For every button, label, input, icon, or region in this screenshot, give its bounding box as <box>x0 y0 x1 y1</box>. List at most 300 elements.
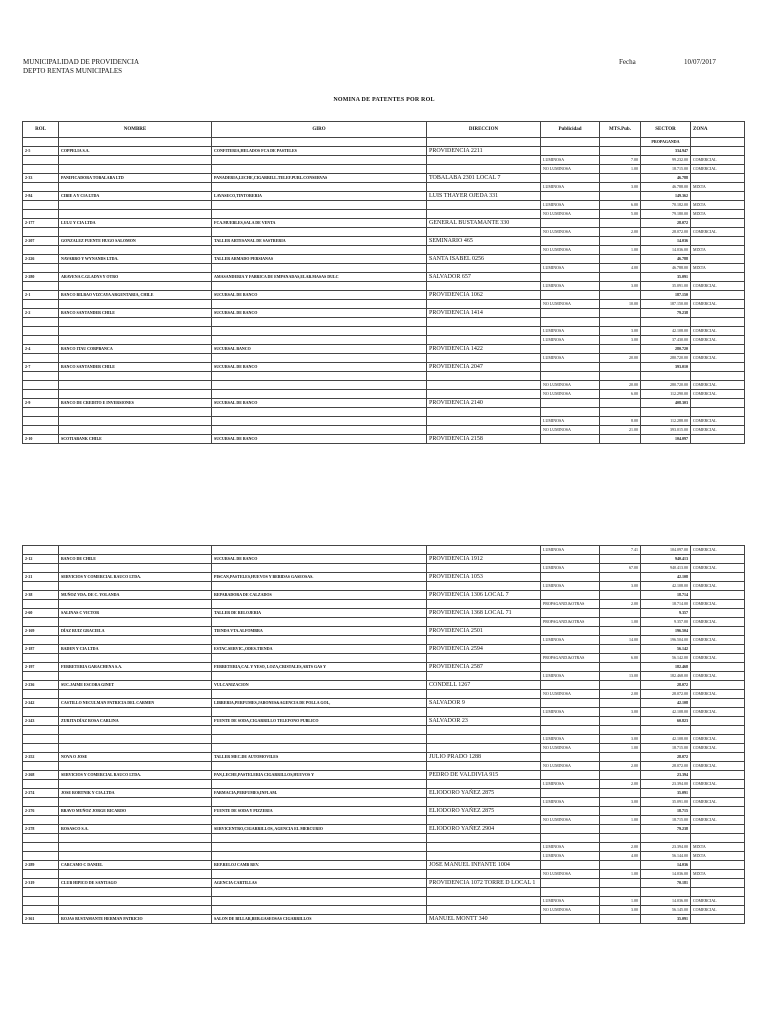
zona-cell: COMERCIAL <box>691 426 745 435</box>
mts-cell: 4.00 <box>600 264 641 273</box>
valor-cell: 46.788.00 <box>641 183 691 192</box>
mts-cell: 3.00 <box>600 735 641 744</box>
col-propaganda-header: PROPAGANDA <box>641 138 691 147</box>
zona-cell: COMERCIAL <box>691 897 745 906</box>
publicidad-cell: NO LUMINOSA <box>541 300 600 309</box>
publicidad-cell: LUMINOSA <box>541 582 600 591</box>
mts-cell: 67.00 <box>600 564 641 573</box>
publicidad-cell: NO LUMINOSA <box>541 246 600 255</box>
mts-cell: 3.00 <box>600 282 641 291</box>
valor-cell: 35.091.00 <box>641 282 691 291</box>
rol-cell: 2-278 <box>23 825 59 834</box>
giro-cell: SUCURSAL DE BANCO <box>212 291 427 300</box>
direccion-cell: PROVIDENCIA 1072 TORRE D LOCAL 1 <box>427 879 541 888</box>
nombre-cell: GONZALEZ FUENTE HUGO SALOMON <box>59 237 212 246</box>
publicidad-cell: LUMINOSA <box>541 336 600 345</box>
blank-row <box>23 834 745 843</box>
giro-cell: FUENTE DE SODA,CIGARRILLO TELEFONO PUBLICO <box>212 717 427 726</box>
rol-cell: 2-276 <box>23 807 59 816</box>
zona-cell: MIXTA <box>691 246 745 255</box>
zona-cell: COMERCIAL <box>691 636 745 645</box>
patente-row <box>23 255 745 264</box>
rol-cell: 2-21 <box>23 573 59 582</box>
org-name: MUNICIPALIDAD DE PROVIDENCIA <box>23 58 140 66</box>
giro-cell: LIBRERIA,PERFUMES,JABONES&AGENCIA DE POLLA GOL, <box>212 699 427 708</box>
nombre-cell: PANIFICADORA TOBALABA LTD <box>59 174 212 183</box>
publicidad-row <box>23 246 745 255</box>
direccion-cell: LUIS THAYER OJEDA 331 <box>427 192 541 201</box>
publicidad-cell: PROPAGAND.&OTRAS <box>541 618 600 627</box>
mts-cell: 3.00 <box>600 327 641 336</box>
blank-row <box>23 372 745 381</box>
publicidad-row <box>23 582 745 591</box>
publicidad-cell: NO LUMINOSA <box>541 228 600 237</box>
total-cell: 196.504 <box>641 627 691 636</box>
nombre-cell: ROSASCO S.A. <box>59 825 212 834</box>
col-rol-header: ROL <box>23 122 59 138</box>
rol-cell: 2-7 <box>23 363 59 372</box>
col-direccion-header: DIRECCION <box>427 122 541 138</box>
rol-cell: 2-242 <box>23 699 59 708</box>
valor-cell: 46.788.00 <box>641 264 691 273</box>
publicidad-row <box>23 735 745 744</box>
mts-cell: 3.00 <box>600 708 641 717</box>
valor-cell: 112.288.00 <box>641 417 691 426</box>
giro-cell: FARMACIA,PERFUMES,INFLAM. <box>212 789 427 798</box>
nombre-cell: ZURITA DÍAZ ROSA CARLINA <box>59 717 212 726</box>
total-cell: 35.091 <box>641 915 691 924</box>
zona-cell: MIXTA <box>691 852 745 861</box>
publicidad-cell: LUMINOSA <box>541 735 600 744</box>
giro-cell: SUCURSAL DE BANCO <box>212 435 427 444</box>
total-cell: 104.097 <box>641 435 691 444</box>
patente-row <box>23 147 745 156</box>
zona-cell: COMERCIAL <box>691 327 745 336</box>
patente-row <box>23 291 745 300</box>
direccion-cell: PROVIDENCIA 2140 <box>427 399 541 408</box>
rol-cell: 2-207 <box>23 237 59 246</box>
publicidad-cell: LUMINOSA <box>541 897 600 906</box>
mts-cell: 3.00 <box>600 906 641 915</box>
mts-cell: 2.00 <box>600 780 641 789</box>
giro-cell: FERRETERIA,CAL Y YESO, LOZA,CRISTALES,ARTS GAS Y <box>212 663 427 672</box>
fecha-value: 10/07/2017 <box>684 58 716 66</box>
patente-row <box>23 273 745 282</box>
giro-cell: SALON DE BILLAR,BEB.GASEOSAS CIGARRILLOS <box>212 915 427 924</box>
org-department: DEPTO RENTAS MUNICIPALES <box>23 67 123 75</box>
col-publicidad-header: Publicidad <box>541 122 600 138</box>
publicidad-cell: PROPAGAND.&OTRAS <box>541 600 600 609</box>
patente-row <box>23 771 745 780</box>
zona-cell: COMERCIAL <box>691 762 745 771</box>
zona-cell: COMERCIAL <box>691 654 745 663</box>
patente-row <box>23 663 745 672</box>
zona-cell: COMERCIAL <box>691 390 745 399</box>
valor-cell: 28.072.00 <box>641 690 691 699</box>
zona-cell: COMERCIAL <box>691 798 745 807</box>
giro-cell: FCA.MUEBLES,SALA DE VENTA <box>212 219 427 228</box>
mts-cell: 21.00 <box>600 426 641 435</box>
publicidad-cell: NO LUMINOSA <box>541 816 600 825</box>
zona-cell: COMERCIAL <box>691 282 745 291</box>
patente-row <box>23 192 745 201</box>
nombre-cell: MUÑOZ VDA. DE C. YOLANDA <box>59 591 212 600</box>
nombre-cell: BANCO SANTANDER CHILE <box>59 309 212 318</box>
mts-cell: 4.00 <box>600 852 641 861</box>
nombre-cell: BANCO ITAU CORPBANCA <box>59 345 212 354</box>
rol-cell: 2-38 <box>23 591 59 600</box>
zona-cell: COMERCIAL <box>691 618 745 627</box>
zona-cell: COMERCIAL <box>691 300 745 309</box>
publicidad-cell: LUMINOSA <box>541 282 600 291</box>
publicidad-row <box>23 870 745 879</box>
total-cell: 28.072 <box>641 219 691 228</box>
total-cell: 280.720 <box>641 345 691 354</box>
publicidad-cell: LUMINOSA <box>541 636 600 645</box>
mts-cell: 1.00 <box>600 816 641 825</box>
nombre-cell: BANCO BILBAO VIZCAYA ARGENTARIA, CHILE <box>59 291 212 300</box>
nombre-cell: FERRETERIA GARACHENA S.A. <box>59 663 212 672</box>
giro-cell: CONFITERIA,HELADOS FCA DE PASTELES <box>212 147 427 156</box>
patentes-table-page-1 <box>22 121 745 444</box>
direccion-cell: PROVIDENCIA 1912 <box>427 555 541 564</box>
total-cell: 940.413 <box>641 555 691 564</box>
blank-row <box>23 888 745 897</box>
mts-cell: 13.00 <box>600 672 641 681</box>
zona-cell: COMERCIAL <box>691 744 745 753</box>
publicidad-row <box>23 897 745 906</box>
zona-cell: MIXTA <box>691 264 745 273</box>
zona-cell: COMERCIAL <box>691 708 745 717</box>
direccion-cell: PROVIDENCIA 1368 LOCAL 71 <box>427 609 541 618</box>
direccion-cell: CONDELL 1267 <box>427 681 541 690</box>
zona-cell: MIXTA <box>691 201 745 210</box>
zona-cell: COMERCIAL <box>691 417 745 426</box>
zona-cell: COMERCIAL <box>691 582 745 591</box>
publicidad-row <box>23 618 745 627</box>
total-cell: 79.238 <box>641 825 691 834</box>
valor-cell: 42.108.00 <box>641 735 691 744</box>
publicidad-row <box>23 336 745 345</box>
direccion-cell: PROVIDENCIA 2158 <box>427 435 541 444</box>
rol-cell: 2-226 <box>23 255 59 264</box>
direccion-cell: PEDRO DE VALDIVIA 915 <box>427 771 541 780</box>
nombre-cell: ROJAS BUSTAMANTE HERMAN PATRICIO <box>59 915 212 924</box>
direccion-cell: PROVIDENCIA 1306 LOCAL 7 <box>427 591 541 600</box>
publicidad-row <box>23 390 745 399</box>
zona-cell: COMERCIAL <box>691 228 745 237</box>
zona-cell: COMERCIAL <box>691 165 745 174</box>
nombre-cell: CLUB HIPICO DE SANTIAGO <box>59 879 212 888</box>
valor-cell: 18.715.00 <box>641 165 691 174</box>
rol-cell: 2-2 <box>23 309 59 318</box>
mts-cell: 3.00 <box>600 336 641 345</box>
mts-cell: 2.00 <box>600 228 641 237</box>
direccion-cell: SALVADOR 657 <box>427 273 541 282</box>
publicidad-row <box>23 672 745 681</box>
nombre-cell: SCOTIABANK CHILE <box>59 435 212 444</box>
publicidad-row <box>23 183 745 192</box>
nombre-cell: ARAVENA C.GLADYS Y OTRO <box>59 273 212 282</box>
mts-cell: 2.00 <box>600 690 641 699</box>
nombre-cell: NOVA O JOSE <box>59 753 212 762</box>
patente-row <box>23 753 745 762</box>
publicidad-row <box>23 354 745 363</box>
giro-cell: PANADERIA,LECHE,CIGARRILL.TELEF.PUBL.CONSERVAS <box>212 174 427 183</box>
giro-cell: AMASANDERIA Y FABRICA DE EMPANADAS,ELAB.MASAS DULC <box>212 273 427 282</box>
rol-cell: 2-169 <box>23 627 59 636</box>
mts-cell: 1.00 <box>600 744 641 753</box>
propaganda-row <box>23 138 745 147</box>
direccion-cell: ELIODORO YAÑEZ 2875 <box>427 807 541 816</box>
valor-cell: 280.720.00 <box>641 381 691 390</box>
valor-cell: 14.036.00 <box>641 897 691 906</box>
rol-cell: 2-33 <box>23 174 59 183</box>
publicidad-row <box>23 843 745 852</box>
direccion-cell: PROVIDENCIA 1422 <box>427 345 541 354</box>
report-title: NOMINA DE PATENTES POR ROL <box>333 97 435 103</box>
giro-cell: SUCURSAL DE BANCO <box>212 399 427 408</box>
nombre-cell: BANCO DE CHILE <box>59 555 212 564</box>
publicidad-row <box>23 636 745 645</box>
direccion-cell: SALVADOR 23 <box>427 717 541 726</box>
giro-cell: SUCURSAL BANCO <box>212 345 427 354</box>
valor-cell: 42.108.00 <box>641 582 691 591</box>
giro-cell: LAVASECO,TINTORERIA <box>212 192 427 201</box>
valor-cell: 79.180.00 <box>641 210 691 219</box>
direccion-cell: PROVIDENCIA 2047 <box>427 363 541 372</box>
valor-cell: 35.091.00 <box>641 798 691 807</box>
giro-cell: TALLER MEC.DE AUTOMOVILES <box>212 753 427 762</box>
direccion-cell: PROVIDENCIA 2501 <box>427 627 541 636</box>
patente-row <box>23 237 745 246</box>
total-cell: 18.714 <box>641 591 691 600</box>
zona-cell: COMERCIAL <box>691 780 745 789</box>
patente-row <box>23 399 745 408</box>
zona-cell: COMERCIAL <box>691 672 745 681</box>
mts-cell: 20.00 <box>600 381 641 390</box>
mts-cell: 2.00 <box>600 762 641 771</box>
publicidad-cell: LUMINOSA <box>541 201 600 210</box>
giro-cell: TALLER DE RELOJERIA <box>212 609 427 618</box>
mts-cell: 1.00 <box>600 897 641 906</box>
publicidad-cell: NO LUMINOSA <box>541 870 600 879</box>
mts-cell: 3.00 <box>600 183 641 192</box>
direccion-cell: TOBALABA 2301 LOCAL 7 <box>427 174 541 183</box>
patente-row <box>23 681 745 690</box>
valor-cell: 18.714.00 <box>641 600 691 609</box>
publicidad-cell: LUMINOSA <box>541 798 600 807</box>
publicidad-cell: LUMINOSA <box>541 672 600 681</box>
zona-cell: MIXTA <box>691 843 745 852</box>
nombre-cell: COPPELIA S.A. <box>59 147 212 156</box>
direccion-cell: ELIODORO YAÑEZ 2875 <box>427 789 541 798</box>
patente-row <box>23 645 745 654</box>
publicidad-row <box>23 201 745 210</box>
mts-cell: 10.00 <box>600 300 641 309</box>
giro-cell: ESTAC.SERVIC.,ODES.TIENDA <box>212 645 427 654</box>
giro-cell: AGENCIA CARTILLAS <box>212 879 427 888</box>
mts-cell: 2.00 <box>600 843 641 852</box>
valor-cell: 56.142.00 <box>641 654 691 663</box>
zona-cell: COMERCIAL <box>691 600 745 609</box>
col-zona-header: ZONA <box>691 122 745 138</box>
zona-cell: COMERCIAL <box>691 906 745 915</box>
publicidad-cell: LUMINOSA <box>541 564 600 573</box>
publicidad-cell: NO LUMINOSA <box>541 165 600 174</box>
rol-cell: 2-268 <box>23 771 59 780</box>
mts-cell: 7.41 <box>600 546 641 555</box>
publicidad-cell: LUMINOSA <box>541 156 600 165</box>
valor-cell: 23.394.00 <box>641 843 691 852</box>
publicidad-row <box>23 852 745 861</box>
fecha-label: Fecha <box>619 58 636 66</box>
mts-cell: 6.00 <box>600 390 641 399</box>
zona-cell: COMERCIAL <box>691 564 745 573</box>
total-cell: 70.181 <box>641 879 691 888</box>
publicidad-row <box>23 426 745 435</box>
direccion-cell: PROVIDENCIA 2594 <box>427 645 541 654</box>
rol-cell: 2-289 <box>23 861 59 870</box>
giro-cell: TALLER ARTESANAL DE SASTRERIA <box>212 237 427 246</box>
table-header-row <box>23 122 745 138</box>
total-cell: 28.072 <box>641 681 691 690</box>
giro-cell: REPARADORA DE CALZADOS <box>212 591 427 600</box>
rol-cell: 2-319 <box>23 879 59 888</box>
total-cell: 46.788 <box>641 174 691 183</box>
mts-cell: 1.00 <box>600 618 641 627</box>
nombre-cell: SUC.JAIME ESCOBA GINET <box>59 681 212 690</box>
blank-row <box>23 318 745 327</box>
patente-row <box>23 609 745 618</box>
valor-cell: 280.720.00 <box>641 354 691 363</box>
mts-cell: 6.00 <box>600 201 641 210</box>
publicidad-row <box>23 282 745 291</box>
publicidad-row <box>23 228 745 237</box>
giro-cell: SUCURSAL DE BANCO <box>212 363 427 372</box>
patente-row <box>23 345 745 354</box>
nombre-cell: SERVICIOS Y COMERCIAL RAUCO LTDA. <box>59 771 212 780</box>
publicidad-cell: NO LUMINOSA <box>541 381 600 390</box>
valor-cell: 99.232.00 <box>641 156 691 165</box>
total-cell: 23.394 <box>641 771 691 780</box>
col-mts-header: MTS.Pub. <box>600 122 641 138</box>
rol-cell: 2-243 <box>23 717 59 726</box>
valor-cell: 393.015.00 <box>641 426 691 435</box>
giro-cell: VULCANIZACION <box>212 681 427 690</box>
direccion-cell: PROVIDENCIA 1062 <box>427 291 541 300</box>
valor-cell: 37.430.00 <box>641 336 691 345</box>
publicidad-cell: NO LUMINOSA <box>541 906 600 915</box>
zona-cell: COMERCIAL <box>691 546 745 555</box>
publicidad-cell: NO LUMINOSA <box>541 762 600 771</box>
zona-cell: MIXTA <box>691 210 745 219</box>
mts-cell: 6.00 <box>600 654 641 663</box>
total-cell: 408.303 <box>641 399 691 408</box>
giro-cell: REP.RELOJ CAMB REV. <box>212 861 427 870</box>
mts-cell: 5.00 <box>600 210 641 219</box>
direccion-cell: JOSE MANUEL INFANTE 1004 <box>427 861 541 870</box>
valor-cell: 112.290.00 <box>641 390 691 399</box>
direccion-cell: SANTA ISABEL 0256 <box>427 255 541 264</box>
zona-cell: COMERCIAL <box>691 336 745 345</box>
total-cell: 18.715 <box>641 807 691 816</box>
valor-cell: 56.144.00 <box>641 852 691 861</box>
patente-row <box>23 915 745 924</box>
col-giro-header: GIRO <box>212 122 427 138</box>
zona-cell: COMERCIAL <box>691 354 745 363</box>
publicidad-cell: LUMINOSA <box>541 183 600 192</box>
valor-cell: 18.715.00 <box>641 744 691 753</box>
nombre-cell: SERVICIOS Y COMERCIAL RAUCO LTDA. <box>59 573 212 582</box>
rol-cell: 2-274 <box>23 789 59 798</box>
patentes-table-page-2 <box>22 545 745 924</box>
publicidad-cell: LUMINOSA <box>541 546 600 555</box>
valor-cell: 28.072.00 <box>641 762 691 771</box>
patente-row <box>23 174 745 183</box>
valor-cell: 196.504.00 <box>641 636 691 645</box>
patente-row <box>23 879 745 888</box>
total-cell: 56.142 <box>641 645 691 654</box>
valor-cell: 182.468.00 <box>641 672 691 681</box>
publicidad-row <box>23 264 745 273</box>
total-cell: 14.036 <box>641 237 691 246</box>
giro-cell: FUENTE DE SODA Y PIZZERIA <box>212 807 427 816</box>
giro-cell: SUCURSAL DE BANCO <box>212 309 427 318</box>
nombre-cell: SALINAS C VICTOR <box>59 609 212 618</box>
nombre-cell: LULU Y CIA LTDA <box>59 219 212 228</box>
nombre-cell: BRAVO MUÑOZ JORGE RICARDO <box>59 807 212 816</box>
publicidad-row <box>23 816 745 825</box>
valor-cell: 42.108.00 <box>641 327 691 336</box>
publicidad-cell: LUMINOSA <box>541 354 600 363</box>
rol-cell: 2-361 <box>23 915 59 924</box>
patente-row <box>23 591 745 600</box>
publicidad-cell: NO LUMINOSA <box>541 390 600 399</box>
valor-cell: 187.150.00 <box>641 300 691 309</box>
col-sector-header: SECTOR <box>641 122 691 138</box>
blank-row <box>23 408 745 417</box>
rol-cell: 2-197 <box>23 663 59 672</box>
publicidad-row <box>23 327 745 336</box>
direccion-cell: GENERAL BUSTAMANTE 330 <box>427 219 541 228</box>
publicidad-cell: LUMINOSA <box>541 843 600 852</box>
rol-cell: 2-60 <box>23 609 59 618</box>
zona-cell: MIXTA <box>691 870 745 879</box>
publicidad-cell: PROPAGAND.&OTRAS <box>541 654 600 663</box>
valor-cell: 28.072.00 <box>641 228 691 237</box>
direccion-cell: PROVIDENCIA 2211 <box>427 147 541 156</box>
total-cell: 42.108 <box>641 699 691 708</box>
patente-row <box>23 825 745 834</box>
direccion-cell: JULIO PRADO 1288 <box>427 753 541 762</box>
total-cell: 393.010 <box>641 363 691 372</box>
rol-cell: 2-5 <box>23 147 59 156</box>
mts-cell: 8.00 <box>600 417 641 426</box>
valor-cell: 18.715.00 <box>641 816 691 825</box>
total-cell: 149.362 <box>641 192 691 201</box>
total-cell: 182.468 <box>641 663 691 672</box>
valor-cell: 70.182.00 <box>641 201 691 210</box>
mts-cell: 1.00 <box>600 246 641 255</box>
publicidad-row <box>23 564 745 573</box>
rol-cell: 2-84 <box>23 192 59 201</box>
publicidad-cell: NO LUMINOSA <box>541 426 600 435</box>
giro-cell: PAN,LECHE,PASTELERIA CIGARRILLOS,HUEVOS Y <box>212 771 427 780</box>
nombre-cell: JOSE ROBTNIK Y CIA.LTDA <box>59 789 212 798</box>
nombre-cell: BANCO SANTANDER CHILE <box>59 363 212 372</box>
rol-cell: 2-236 <box>23 681 59 690</box>
